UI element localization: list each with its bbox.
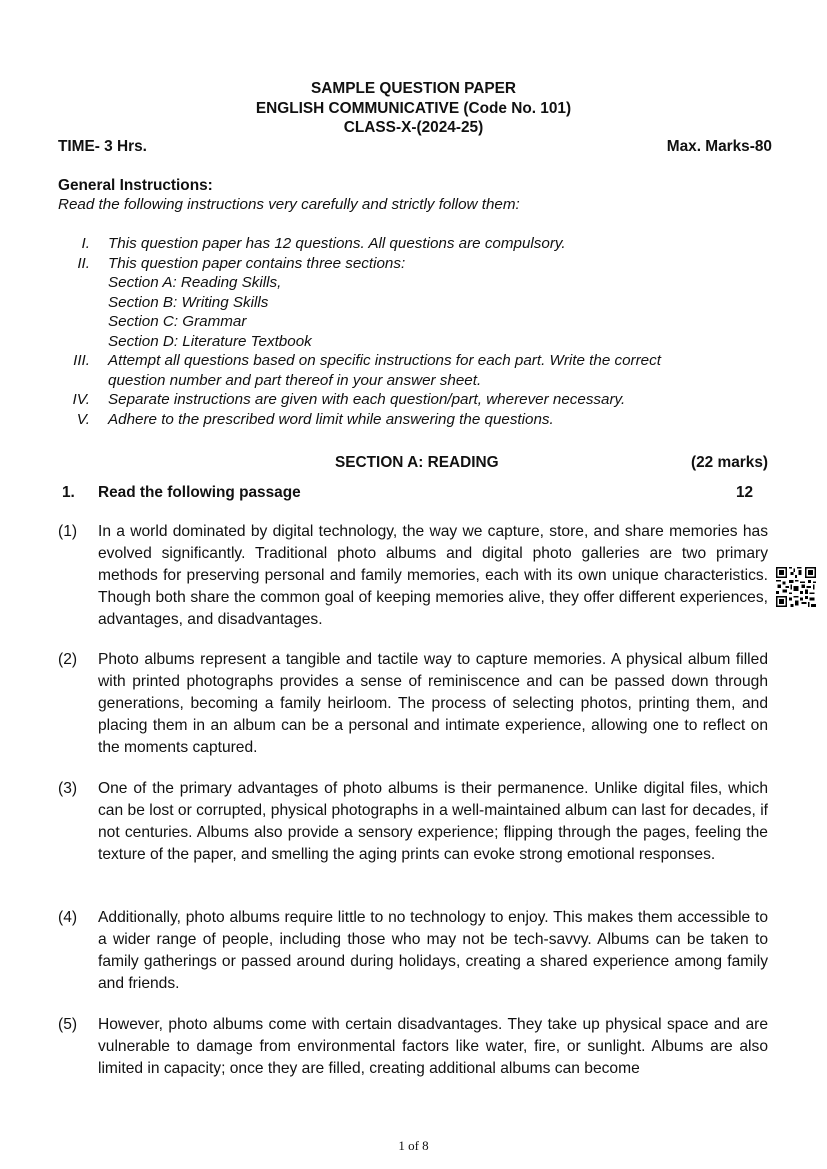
paragraph-text: Additionally, photo albums require little to no technology to enjoy. This makes them accessible to a wider range of people, including those who may not be tech-savvy. Albums can be taken to family gatherings or passed around during holidays, creating a shared experience among family and friends.	[98, 909, 768, 992]
paragraph-text: One of the primary advantages of photo albums is their permanence. Unlike digital files, which can be lost or corrupted, physical photographs in a well-maintained album can last for decades, if not centuries. Albums also provide a sensory experience; flipping through the pages, feeling the texture of the paper, and smelling the aging prints can evoke strong emotional responses.	[98, 780, 768, 863]
instruction-item	[58, 351, 758, 390]
qr-code-icon	[776, 567, 816, 607]
instruction-item	[58, 390, 758, 410]
instruction-item	[58, 410, 758, 430]
instruction-line: This question paper contains three sections:	[108, 254, 406, 272]
passage-paragraph	[58, 907, 768, 995]
instruction-item	[58, 234, 758, 254]
instruction-number: I.	[81, 235, 90, 252]
paragraph-number: (1)	[58, 523, 78, 540]
paragraph-text: However, photo albums come with certain disadvantages. They take up physical space and are vulnerable to damage from environmental factors like water, fire, or sunlight. Albums are also limited in capacity; once they are filled, creating additional albums can become	[98, 1016, 768, 1077]
instruction-line: question number and part thereof in your answer sheet.	[108, 371, 482, 389]
instruction-line: Section B: Writing Skills	[108, 293, 269, 311]
max-marks-label: Max. Marks-80	[666, 138, 772, 155]
instruction-text	[108, 234, 758, 254]
instruction-text	[108, 390, 758, 410]
passage-paragraph	[58, 1014, 768, 1080]
instruction-line: Adhere to the prescribed word limit while answering the questions.	[108, 410, 554, 428]
instruction-line: Section D: Literature Textbook	[108, 332, 312, 350]
question-text: Read the following passage	[98, 484, 301, 501]
time-label: TIME- 3 Hrs.	[58, 138, 147, 155]
instruction-number: IV.	[72, 391, 90, 408]
instruction-text	[108, 351, 758, 390]
instruction-number: V.	[76, 410, 90, 428]
instruction-line: Section C: Grammar	[108, 313, 247, 330]
instruction-number: III.	[73, 352, 90, 369]
instruction-text	[108, 254, 758, 352]
paper-subject: ENGLISH COMMUNICATIVE (Code No. 101)	[255, 100, 572, 117]
paragraph-number: (2)	[58, 651, 78, 668]
instruction-item	[58, 254, 758, 352]
passage-paragraph	[58, 649, 768, 759]
instructions-list	[58, 234, 758, 429]
instructions-heading: General Instructions:	[58, 177, 213, 194]
passage-paragraph	[58, 778, 768, 866]
paragraph-number: (5)	[58, 1016, 78, 1033]
instruction-number: II.	[77, 254, 90, 272]
paragraph-text: In a world dominated by digital technology, the way we capture, store, and share memories has evolved significantly. Traditional photo albums and digital photo galleries are two primary methods for preserving personal and family memories, each with its own unique characteristics. Though both share the common goal of keeping memories alive, they offer different experiences, advantages, and disadvantages.	[98, 523, 768, 628]
passage-paragraph	[58, 521, 768, 631]
paper-title: SAMPLE QUESTION PAPER	[311, 80, 516, 97]
paragraph-text: Photo albums represent a tangible and tactile way to capture memories. A physical album filled with printed photographs provides a sense of reminiscence and can be passed down through generations, becoming a family heirloom. The process of selecting photos, printing them, and placing them in an album can be a personal and intimate experience, allowing one to reflect on the moments captured.	[98, 651, 768, 756]
section-title: SECTION A: READING	[335, 454, 499, 471]
question-marks: 12	[736, 484, 754, 501]
instruction-line: Attempt all questions based on specific instructions for each part. Write the correct	[108, 352, 661, 369]
paper-class: CLASS-X-(2024-25)	[343, 119, 484, 136]
paragraph-number: (4)	[58, 909, 78, 926]
section-marks: (22 marks)	[691, 454, 768, 471]
instruction-line: This question paper has 12 questions. All questions are compulsory.	[108, 235, 566, 252]
instruction-text	[108, 410, 758, 430]
instruction-line: Separate instructions are given with each question/part, wherever necessary.	[108, 391, 626, 408]
question-number: 1.	[62, 484, 75, 501]
page-number: 1 of 8	[398, 1138, 429, 1153]
instructions-intro: Read the following instructions very carefully and strictly follow them:	[58, 196, 520, 213]
instruction-line: Section A: Reading Skills,	[108, 274, 282, 291]
paragraph-number: (3)	[58, 780, 78, 797]
